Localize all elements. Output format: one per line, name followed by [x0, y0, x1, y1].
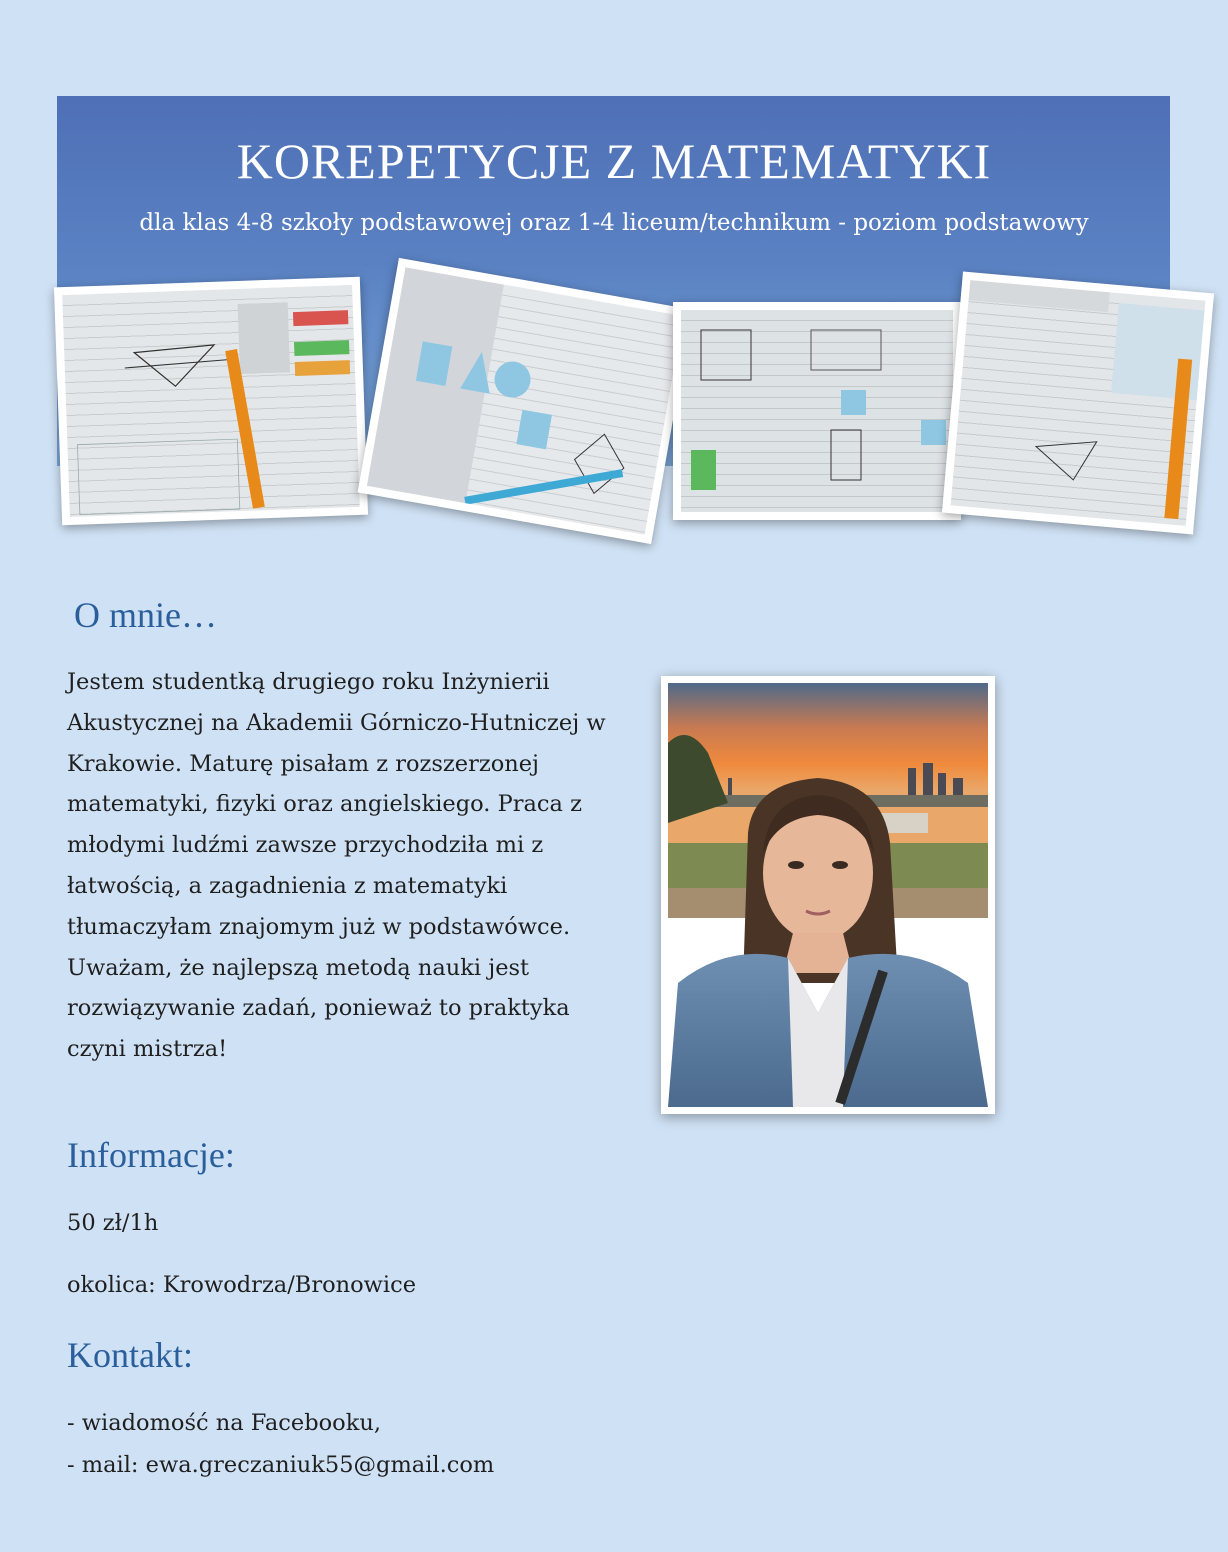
page-title: KOREPETYCJE Z MATEMATYKI — [236, 133, 992, 189]
contact-heading: Kontakt: — [67, 1335, 193, 1375]
about-heading: O mnie… — [74, 595, 217, 635]
textbook-photo-2 — [358, 258, 693, 544]
contact-facebook: - wiadomość na Facebooku, — [67, 1410, 382, 1436]
info-heading: Informacje: — [67, 1135, 235, 1175]
textbook-photo-1 — [54, 277, 368, 526]
textbook-photo-3 — [673, 302, 961, 520]
price-text: 50 zł/1h — [67, 1210, 159, 1236]
portrait-photo — [661, 676, 995, 1114]
about-text: Jestem studentką drugiego roku Inżynierii Akustycznej na Akademii Górniczo-Hutniczej w Krakowie. Maturę pisałam z rozszerzonej matematyki, fizyki oraz angielskiego. Praca z młodymi ludźmi zawsze przychodziła mi z łatwością, a zagadnienia z matematyki tłumaczyłam znajomym już w podstawówce. Uważam, że najlepszą metodą nauki jest rozwiązywanie zadań, ponieważ to praktyka czyni mistrza! — [67, 669, 606, 1063]
contact-email: - mail: ewa.greczaniuk55@gmail.com — [67, 1452, 495, 1478]
page-subtitle: dla klas 4-8 szkoły podstawowej oraz 1-4 liceum/technikum - poziom podstawowy — [139, 210, 1089, 236]
area-text: okolica: Krowodrza/Bronowice — [67, 1272, 417, 1298]
textbook-photo-4 — [942, 271, 1214, 534]
